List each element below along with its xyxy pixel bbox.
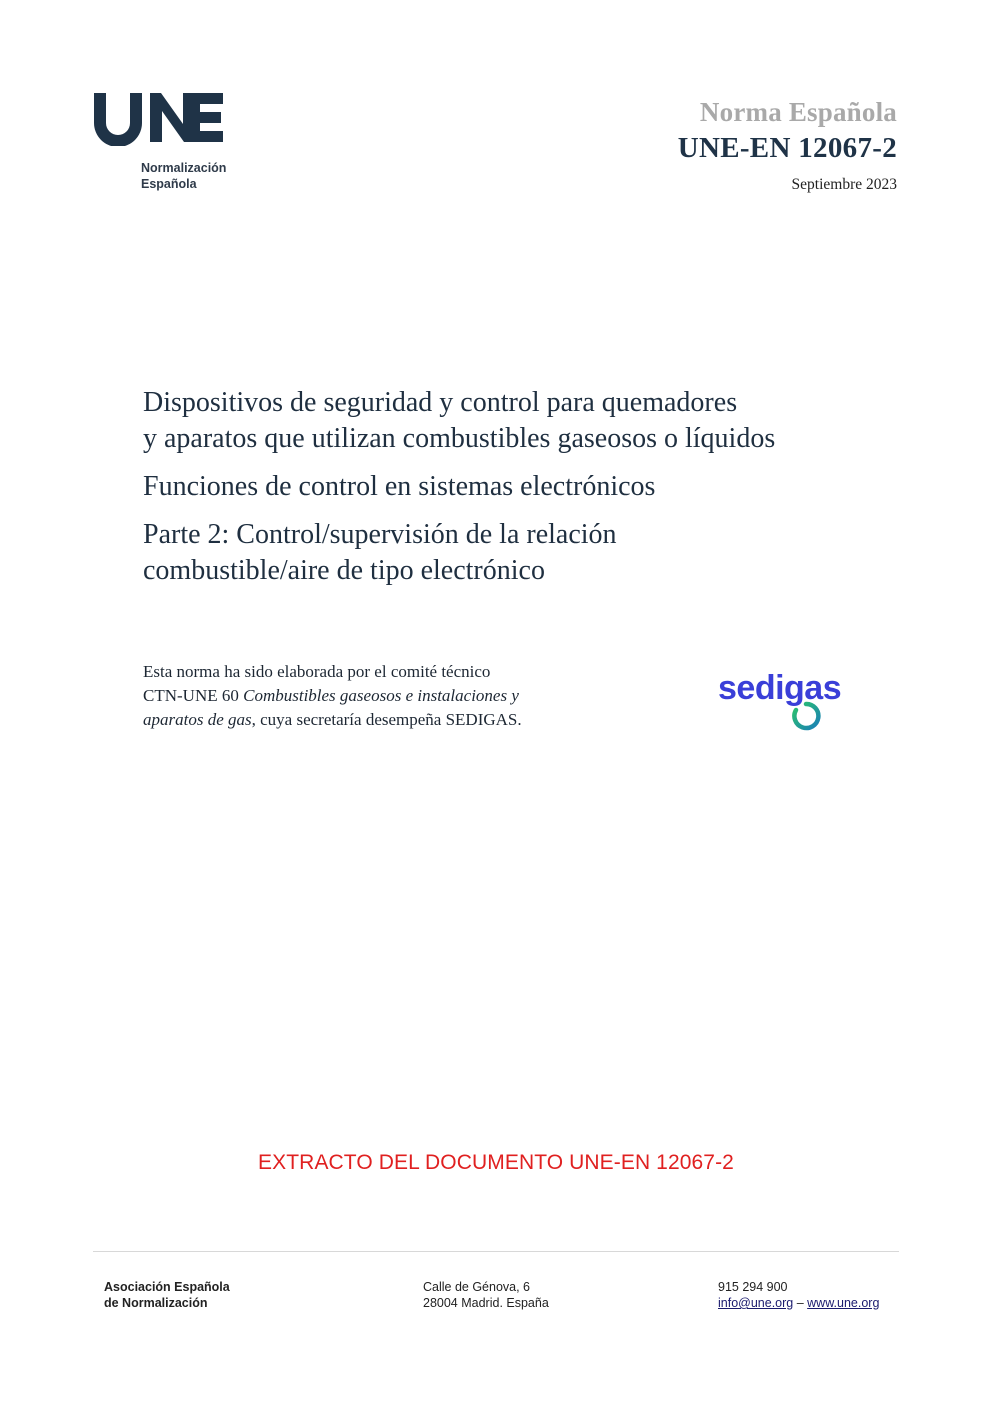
footer-org-line2: de Normalización [104, 1296, 208, 1310]
une-logo [92, 90, 252, 200]
main-title [143, 385, 903, 457]
footer-website-link[interactable]: www.une.org [807, 1296, 880, 1310]
footer-divider [93, 1251, 899, 1252]
footer-address-line2: 28004 Madrid. España [423, 1296, 549, 1310]
standard-code: UNE-EN 12067-2 [677, 132, 897, 164]
document-titles [143, 385, 903, 589]
sedigas-wordmark: sedigas [718, 669, 842, 707]
footer-address [423, 1279, 549, 1311]
part-title-line2: combustible/aire de tipo electrónico [143, 555, 545, 586]
committee-name-part1: Combustibles gaseosos e instalaciones y [243, 686, 519, 705]
footer-email-link[interactable]: info@une.org [718, 1296, 794, 1310]
footer-address-line1: Calle de Génova, 6 [423, 1280, 531, 1294]
footer-contact [718, 1279, 879, 1311]
publication-date: Septiembre 2023 [791, 176, 897, 193]
standard-label: Norma Española [699, 97, 897, 127]
une-wordmark-icon [92, 90, 228, 146]
logo-subtitle-line1: Normalización [141, 161, 227, 175]
committee-suffix: , cuya secretaría desempeña SEDIGAS. [251, 710, 522, 729]
subtitle: Funciones de control en sistemas electrónicos [143, 471, 656, 502]
extract-notice: EXTRACTO DEL DOCUMENTO UNE-EN 12067-2 [258, 1151, 734, 1174]
footer-organization [104, 1279, 230, 1311]
main-title-line2: y aparatos que utilizan combustibles gaseosos o líquidos [143, 423, 776, 454]
footer-phone: 915 294 900 [718, 1280, 788, 1294]
committee-line1: Esta norma ha sido elaborada por el comité técnico [143, 662, 491, 681]
sedigas-ring-icon [791, 701, 821, 731]
part-title-line1: Parte 2: Control/supervisión de la relación [143, 519, 617, 550]
part-title [143, 517, 903, 589]
footer-link-separator: – [793, 1296, 808, 1310]
footer-links [718, 1295, 879, 1311]
committee-name-part2: aparatos de gas [143, 710, 252, 729]
standard-header [497, 96, 897, 194]
committee-code: CTN-UNE 60 [143, 686, 244, 705]
footer-org-line1: Asociación Española [104, 1280, 230, 1294]
committee-statement [143, 660, 683, 732]
main-title-line1: Dispositivos de seguridad y control para quemadores [143, 387, 738, 418]
logo-subtitle-line2: Española [141, 177, 197, 191]
sedigas-logo [718, 668, 868, 738]
